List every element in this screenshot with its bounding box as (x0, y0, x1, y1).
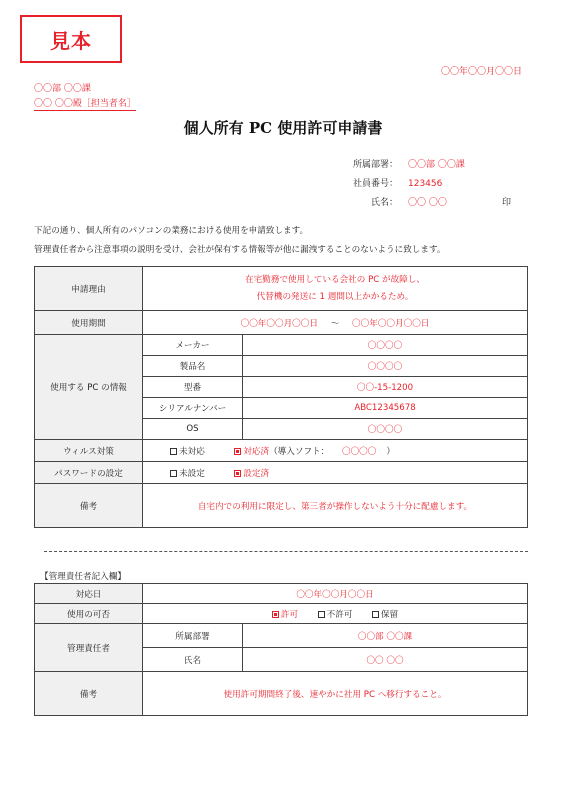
pc-serial-value: ABC12345678 (243, 398, 528, 419)
seal-mark: 印 (502, 198, 512, 208)
manager-notes-value: 使用許可期間終了後、速やかに社用 PC へ移行すること。 (143, 672, 528, 716)
period-value (143, 311, 528, 335)
virus-unsupported-checkbox[interactable] (170, 448, 177, 455)
virus-unsupported-label: 未対応 (179, 446, 205, 457)
applicant-dept-value: 〇〇部 〇〇課 (408, 160, 465, 170)
notes-value: 自宅内での利用に限定し、第三者が操作しないよう十分に配慮します。 (143, 484, 528, 528)
pc-product-label: 製品名 (143, 356, 243, 377)
reason-line-1: 在宅勤務で使用している会社の PC が故障し、 (245, 274, 425, 285)
virus-software-value: 〇〇〇〇 (341, 446, 377, 457)
virus-software-prefix: （導入ソフト： (269, 446, 330, 457)
applicant-dept-label: 所属部署： (352, 160, 398, 170)
pc-info-label: 使用する PC の情報 (35, 335, 143, 440)
permit-no-label: 不許可 (326, 609, 353, 620)
addressee-dept: 〇〇部 〇〇課 (34, 84, 91, 94)
pc-model-label: 型番 (143, 377, 243, 398)
manager-date-value: 〇〇年〇〇月〇〇日 (143, 584, 528, 604)
manager-table (34, 583, 528, 716)
manager-dept-label: 所属部署 (143, 624, 243, 648)
password-options (143, 462, 528, 484)
manager-date-label: 対応日 (35, 584, 143, 604)
manager-dept-value: 〇〇部 〇〇課 (243, 624, 528, 648)
document-date: 〇〇年〇〇月〇〇日 (440, 67, 522, 77)
applicant-name-value: 〇〇 〇〇 (408, 198, 447, 208)
manager-person-label: 管理責任者 (35, 624, 143, 672)
virus-supported-label: 対応済 (243, 446, 270, 457)
password-unset-label: 未設定 (179, 468, 205, 479)
pc-os-value: 〇〇〇〇 (243, 419, 528, 440)
permit-label: 使用の可否 (35, 604, 143, 624)
password-set-checkbox[interactable] (234, 470, 241, 477)
applicant-id-value: 123456 (408, 179, 443, 189)
section-divider (44, 551, 528, 552)
sample-stamp: 見本 (20, 15, 122, 63)
applicant-id-row (340, 176, 442, 189)
period-from: 〇〇年〇〇月〇〇日 (240, 318, 318, 329)
reason-line-2: 代替機の発送に 1 週間以上かかるため。 (256, 291, 414, 302)
permit-yes-label: 許可 (280, 609, 299, 620)
pc-os-label: OS (143, 419, 243, 440)
permit-hold-checkbox[interactable] (372, 611, 379, 618)
period-label: 使用期間 (35, 311, 143, 335)
manager-notes-label: 備考 (35, 672, 143, 716)
addressee-name: 〇〇 〇〇殿［担当者名］ (34, 96, 136, 111)
permit-yes-checkbox[interactable] (272, 611, 279, 618)
manager-name-label: 氏名 (143, 648, 243, 672)
virus-supported-checkbox[interactable] (234, 448, 241, 455)
permit-no-checkbox[interactable] (318, 611, 325, 618)
period-separator: ～ (330, 318, 340, 329)
reason-value (143, 267, 528, 311)
applicant-id-label: 社員番号： (352, 179, 398, 189)
password-label: パスワードの設定 (35, 462, 143, 484)
virus-options (143, 440, 528, 462)
virus-software-suffix: ） (386, 446, 395, 457)
permit-hold-label: 保留 (380, 609, 399, 620)
applicant-name-label: 氏名： (370, 198, 398, 208)
password-set-label: 設定済 (243, 468, 270, 479)
notes-label: 備考 (35, 484, 143, 528)
intro-line-2: 管理責任者から注意事項の説明を受け、会社が保有する情報等が他に漏洩することのないように致します。 (34, 245, 446, 255)
application-form-table (34, 266, 528, 528)
reason-label: 申請理由 (35, 267, 143, 311)
pc-model-value: 〇〇-15-1200 (243, 377, 528, 398)
password-unset-checkbox[interactable] (170, 470, 177, 477)
applicant-name-row (340, 195, 447, 208)
manager-section-heading: 【管理責任者記入欄】 (40, 572, 126, 582)
intro-line-1: 下記の通り、個人所有のパソコンの業務における使用を申請致します。 (34, 226, 309, 236)
pc-maker-label: メーカー (143, 335, 243, 356)
virus-label: ウィルス対策 (35, 440, 143, 462)
period-to: 〇〇年〇〇月〇〇日 (352, 318, 430, 329)
applicant-dept-row (340, 157, 465, 170)
permit-options (143, 604, 528, 624)
pc-product-value: 〇〇〇〇 (243, 356, 528, 377)
pc-serial-label: シリアルナンバー (143, 398, 243, 419)
pc-maker-value: 〇〇〇〇 (243, 335, 528, 356)
manager-name-value: 〇〇 〇〇 (243, 648, 528, 672)
document-title: 個人所有 PC 使用許可申請書 (183, 119, 383, 137)
